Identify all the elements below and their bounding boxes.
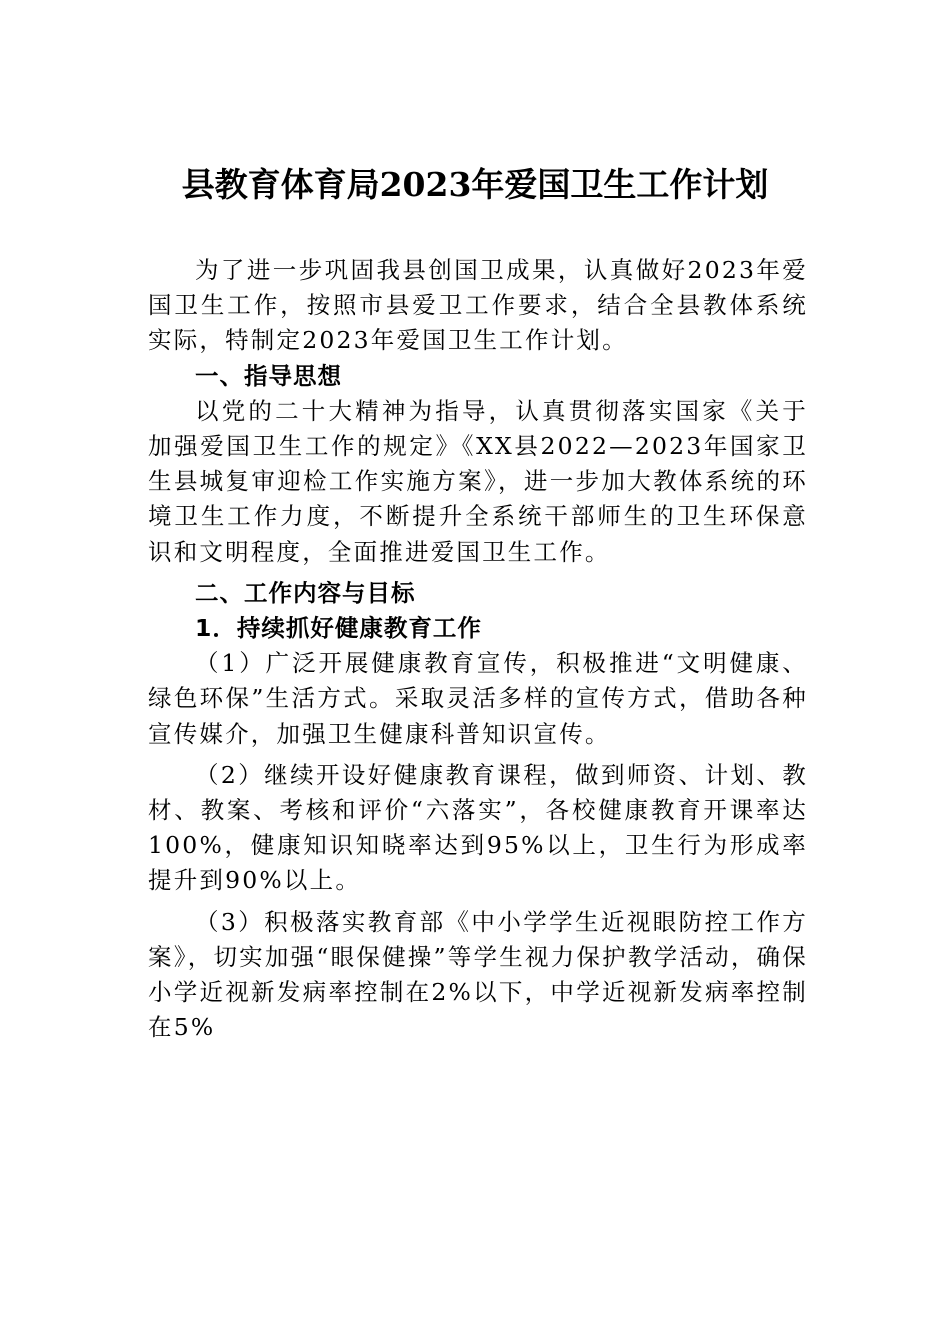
list-item-3: （3）积极落实教育部《中小学学生近视眼防控工作方案》，切实加强“眼保健操”等学生视力保护教学活动，确保小学近视新发病率控制在2%以下，中学近视新发病率控制在5% (148, 907, 808, 1042)
section-heading-work-content: 二、工作内容与目标 (195, 578, 416, 607)
document-body (148, 253, 808, 1045)
list-item-1: （1）广泛开展健康教育宣传，积极推进“文明健康、绿色环保”生活方式。采取灵活多样的宣传方式，借助各种宣传媒介，加强卫生健康科普知识宣传。 (148, 649, 808, 748)
section-heading-guiding-ideology: 一、指导思想 (195, 361, 342, 390)
intro-paragraph: 为了进一步巩固我县创国卫成果，认真做好2023年爱国卫生工作，按照市县爱卫工作要求，结合全县教体系统实际，特制定2023年爱国卫生工作计划。 (148, 256, 808, 355)
document-title: 县教育体育局2023年爱国卫生工作计划 (181, 165, 769, 204)
list-item-2: （2）继续开设好健康教育课程，做到师资、计划、教材、教案、考核和评价“六落实”，各校健康教育开课率达100%，健康知识知晓率达到95%以上，卫生行为形成率提升到90%以上。 (148, 760, 808, 895)
guiding-ideology-paragraph: 以党的二十大精神为指导，认真贯彻落实国家《关于加强爱国卫生工作的规定》《XX县2022—2023年国家卫生县城复审迎检工作实施方案》，进一步加大教体系统的环境卫生工作力度，不断提升全系统干部师生的卫生环保意识和文明程度，全面推进爱国卫生工作。 (148, 396, 808, 566)
subheading-health-education: 1．持续抓好健康教育工作 (195, 614, 482, 643)
